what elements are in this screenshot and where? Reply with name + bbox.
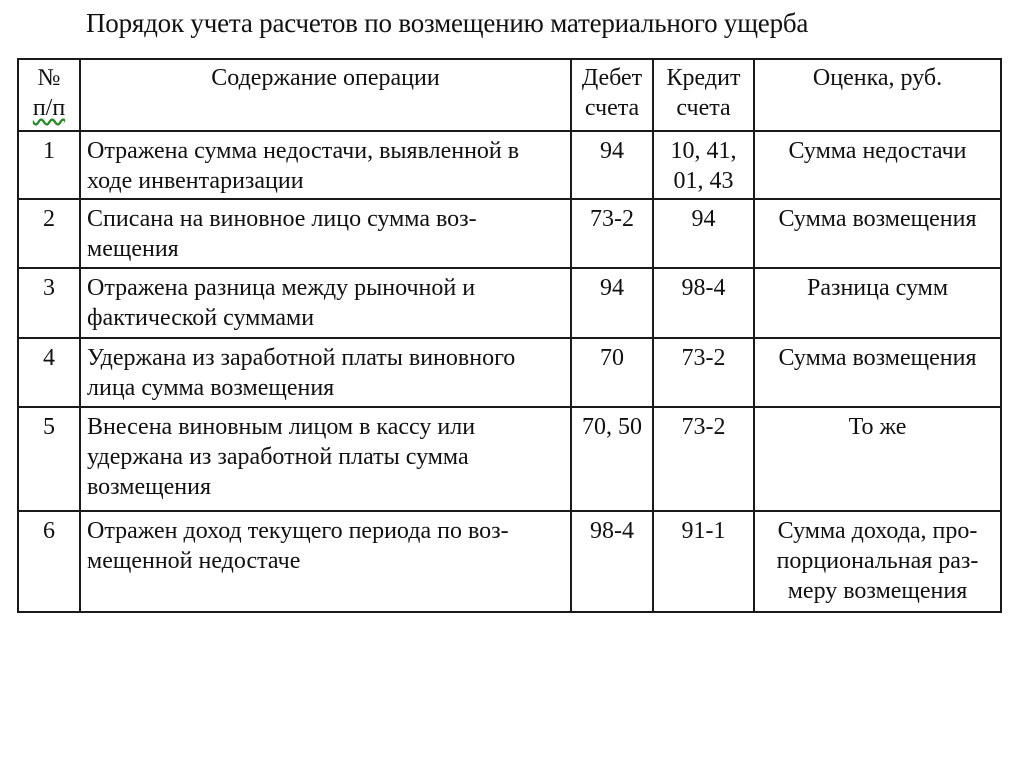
table-row xyxy=(18,511,1001,612)
accounting-table xyxy=(17,58,1002,613)
row-debit: 98-4 xyxy=(571,511,653,612)
row-operation: Отражена разница между рыночной и фактической суммами xyxy=(80,268,571,338)
row-operation: Списана на виновное лицо сумма воз- мещения xyxy=(80,199,571,268)
row-operation: Отражена сумма недостачи, выявленной в ходе инвентаризации xyxy=(80,131,571,199)
table-row xyxy=(18,268,1001,338)
row-evaluation: Сумма недостачи xyxy=(754,131,1001,199)
row-credit: 98-4 xyxy=(653,268,754,338)
row-evaluation: Сумма дохода, про- порциональная раз- меру возмещения xyxy=(754,511,1001,612)
row-credit: 94 xyxy=(653,199,754,268)
row-credit: 91-1 xyxy=(653,511,754,612)
row-operation: Внесена виновным лицом в кассу или удержана из заработной платы сумма возмещения xyxy=(80,407,571,511)
table-header-row xyxy=(18,59,1001,131)
row-operation: Удержана из заработной платы виновного лица сумма возмещения xyxy=(80,338,571,407)
row-evaluation: Сумма возмещения xyxy=(754,338,1001,407)
row-num: 2 xyxy=(18,199,80,268)
row-debit: 70, 50 xyxy=(571,407,653,511)
table-row xyxy=(18,199,1001,268)
row-evaluation: То же xyxy=(754,407,1001,511)
page-title: Порядок учета расчетов по возмещению материального ущерба xyxy=(86,8,809,38)
row-num: 3 xyxy=(18,268,80,338)
row-evaluation: Разница сумм xyxy=(754,268,1001,338)
table-row xyxy=(18,131,1001,199)
row-credit: 10, 41, 01, 43 xyxy=(653,131,754,199)
header-evaluation: Оценка, руб. xyxy=(754,59,1001,131)
row-credit: 73-2 xyxy=(653,407,754,511)
row-debit: 94 xyxy=(571,131,653,199)
table-row xyxy=(18,338,1001,407)
row-num: 4 xyxy=(18,338,80,407)
row-debit: 70 xyxy=(571,338,653,407)
row-num: 5 xyxy=(18,407,80,511)
row-operation: Отражен доход текущего периода по воз- мещенной недостаче xyxy=(80,511,571,612)
header-credit: Кредит счета xyxy=(653,59,754,131)
header-operation: Содержание операции xyxy=(80,59,571,131)
header-num xyxy=(18,59,80,131)
row-debit: 94 xyxy=(571,268,653,338)
row-num: 1 xyxy=(18,131,80,199)
header-debit: Дебет счета xyxy=(571,59,653,131)
row-evaluation: Сумма возмещения xyxy=(754,199,1001,268)
row-debit: 73-2 xyxy=(571,199,653,268)
row-credit: 73-2 xyxy=(653,338,754,407)
table-row xyxy=(18,407,1001,511)
header-num-bottom: п/п xyxy=(32,95,66,121)
row-num: 6 xyxy=(18,511,80,612)
header-num-top: № xyxy=(37,65,61,91)
